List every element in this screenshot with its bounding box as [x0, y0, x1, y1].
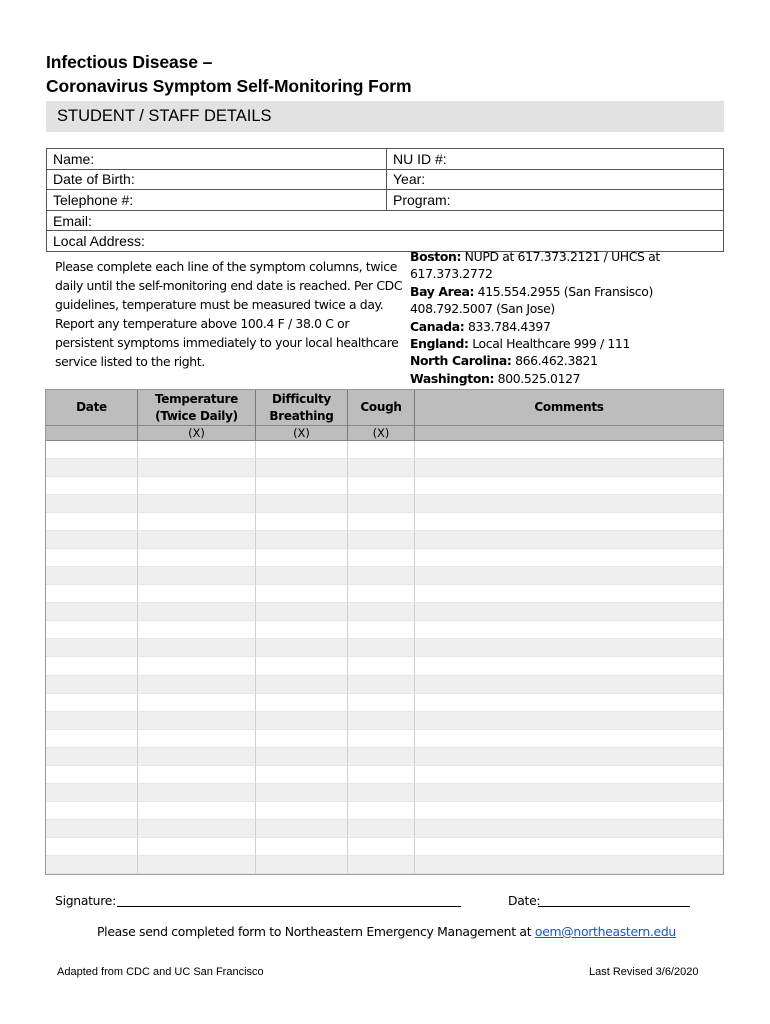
log-cell-breathing[interactable]	[256, 603, 348, 621]
log-cell-breathing[interactable]	[256, 513, 348, 531]
contact-info: 866.462.3821	[511, 353, 598, 369]
subheader-cough-mark: (X)	[348, 426, 415, 441]
log-cell-comments[interactable]	[415, 694, 723, 712]
log-cell-temperature[interactable]	[138, 838, 256, 856]
log-cell-comments[interactable]	[415, 712, 723, 730]
header-cough: Cough	[348, 390, 415, 426]
log-cell-date[interactable]	[46, 657, 138, 675]
log-cell-temperature[interactable]	[138, 856, 256, 874]
email-field[interactable]: Email:	[47, 210, 724, 231]
date-of-birth-field[interactable]: Date of Birth:	[47, 169, 387, 190]
log-cell-breathing[interactable]	[256, 441, 348, 459]
log-cell-cough[interactable]	[348, 477, 415, 495]
log-cell-breathing[interactable]	[256, 748, 348, 766]
contact-region: England:	[410, 336, 469, 352]
log-cell-comments[interactable]	[415, 856, 723, 874]
log-cell-cough[interactable]	[348, 639, 415, 657]
log-cell-breathing[interactable]	[256, 730, 348, 748]
log-cell-date[interactable]	[46, 477, 138, 495]
log-cell-breathing[interactable]	[256, 639, 348, 657]
log-cell-breathing[interactable]	[256, 694, 348, 712]
form-title-line-2: Coronavirus Symptom Self-Monitoring Form	[46, 76, 412, 96]
log-cell-temperature[interactable]	[138, 531, 256, 549]
name-field[interactable]: Name:	[47, 149, 387, 170]
log-cell-temperature[interactable]	[138, 748, 256, 766]
contact-info: NUPD at 617.373.2121 / UHCS at 617.373.2772	[410, 249, 664, 282]
header-comments: Comments	[415, 390, 723, 426]
log-cell-comments[interactable]	[415, 730, 723, 748]
log-cell-comments[interactable]	[415, 748, 723, 766]
log-cell-breathing[interactable]	[256, 802, 348, 820]
contact-info: 800.525.0127	[494, 370, 581, 386]
log-cell-comments[interactable]	[415, 585, 723, 603]
log-cell-comments[interactable]	[415, 802, 723, 820]
log-cell-cough[interactable]	[348, 838, 415, 856]
log-cell-date[interactable]	[46, 441, 138, 459]
nu-id-field[interactable]: NU ID #:	[387, 149, 724, 170]
log-cell-breathing[interactable]	[256, 676, 348, 694]
log-cell-cough[interactable]	[348, 657, 415, 675]
log-cell-temperature[interactable]	[138, 477, 256, 495]
log-cell-temperature[interactable]	[138, 639, 256, 657]
log-cell-date[interactable]	[46, 621, 138, 639]
log-cell-temperature[interactable]	[138, 459, 256, 477]
log-cell-date[interactable]	[46, 513, 138, 531]
log-cell-temperature[interactable]	[138, 657, 256, 675]
contact-region: Bay Area:	[410, 283, 475, 299]
log-cell-temperature[interactable]	[138, 513, 256, 531]
log-cell-breathing[interactable]	[256, 495, 348, 513]
log-cell-cough[interactable]	[348, 784, 415, 802]
log-cell-temperature[interactable]	[138, 549, 256, 567]
local-address-field[interactable]: Local Address:	[47, 231, 724, 252]
header-difficulty-breathing: Difficulty Breathing	[256, 390, 348, 426]
subheader-temperature-mark: (X)	[138, 426, 256, 441]
log-cell-date[interactable]	[46, 495, 138, 513]
log-cell-cough[interactable]	[348, 513, 415, 531]
log-cell-temperature[interactable]	[138, 730, 256, 748]
log-cell-cough[interactable]	[348, 531, 415, 549]
contact-entry	[410, 248, 730, 283]
log-cell-comments[interactable]	[415, 549, 723, 567]
log-cell-cough[interactable]	[348, 766, 415, 784]
log-cell-breathing[interactable]	[256, 549, 348, 567]
contact-region: North Carolina:	[410, 353, 512, 369]
log-cell-temperature[interactable]	[138, 621, 256, 639]
log-cell-cough[interactable]	[348, 856, 415, 874]
log-cell-breathing[interactable]	[256, 838, 348, 856]
header-date: Date	[46, 390, 138, 426]
signature-line[interactable]	[117, 906, 461, 907]
log-cell-cough[interactable]	[348, 441, 415, 459]
log-cell-cough[interactable]	[348, 621, 415, 639]
contact-entry	[410, 352, 730, 369]
contact-entry	[410, 370, 730, 387]
log-cell-temperature[interactable]	[138, 441, 256, 459]
log-cell-date[interactable]	[46, 549, 138, 567]
log-cell-comments[interactable]	[415, 820, 723, 838]
log-cell-date[interactable]	[46, 603, 138, 621]
contact-region: Washington:	[410, 370, 495, 386]
log-cell-temperature[interactable]	[138, 784, 256, 802]
signature-label: Signature:	[55, 893, 116, 908]
log-cell-temperature[interactable]	[138, 585, 256, 603]
send-note-text: Please send completed form to Northeastern Emergency Management at	[97, 924, 535, 939]
log-cell-cough[interactable]	[348, 730, 415, 748]
log-cell-date[interactable]	[46, 748, 138, 766]
log-cell-breathing[interactable]	[256, 585, 348, 603]
log-cell-date[interactable]	[46, 802, 138, 820]
section-header-bar	[46, 101, 724, 132]
footer-revision: Last Revised 3/6/2020	[589, 966, 699, 978]
log-cell-breathing[interactable]	[256, 477, 348, 495]
log-cell-cough[interactable]	[348, 603, 415, 621]
log-cell-breathing[interactable]	[256, 621, 348, 639]
log-cell-cough[interactable]	[348, 585, 415, 603]
log-cell-breathing[interactable]	[256, 856, 348, 874]
log-cell-cough[interactable]	[348, 694, 415, 712]
log-cell-date[interactable]	[46, 856, 138, 874]
log-cell-temperature[interactable]	[138, 694, 256, 712]
log-cell-comments[interactable]	[415, 603, 723, 621]
subheader-breathing-mark: (X)	[256, 426, 348, 441]
log-cell-breathing[interactable]	[256, 567, 348, 585]
footer-source: Adapted from CDC and UC San Francisco	[57, 966, 264, 978]
contact-info: 833.784.4397	[464, 318, 551, 334]
log-cell-comments[interactable]	[415, 657, 723, 675]
log-cell-breathing[interactable]	[256, 531, 348, 549]
log-cell-comments[interactable]	[415, 639, 723, 657]
date-line[interactable]	[538, 906, 690, 907]
subheader-date-blank	[46, 426, 138, 441]
log-cell-cough[interactable]	[348, 459, 415, 477]
header-temperature: Temperature (Twice Daily)	[138, 390, 256, 426]
log-cell-temperature[interactable]	[138, 676, 256, 694]
section-header-label: STUDENT / STAFF DETAILS	[57, 107, 272, 125]
log-cell-cough[interactable]	[348, 712, 415, 730]
log-cell-temperature[interactable]	[138, 495, 256, 513]
log-cell-comments[interactable]	[415, 459, 723, 477]
log-cell-temperature[interactable]	[138, 567, 256, 585]
log-cell-temperature[interactable]	[138, 603, 256, 621]
log-cell-cough[interactable]	[348, 549, 415, 567]
log-cell-date[interactable]	[46, 459, 138, 477]
symptom-log-table	[45, 389, 724, 875]
contact-info: 415.554.2955 (San Fransisco) 408.792.5007 (San Jose)	[410, 283, 657, 317]
log-cell-date[interactable]	[46, 730, 138, 748]
log-cell-cough[interactable]	[348, 567, 415, 585]
log-cell-comments[interactable]	[415, 838, 723, 856]
form-title-line-1: Infectious Disease –	[46, 52, 213, 72]
log-cell-comments[interactable]	[415, 495, 723, 513]
log-cell-breathing[interactable]	[256, 459, 348, 477]
contacts-list	[410, 248, 730, 387]
log-cell-temperature[interactable]	[138, 820, 256, 838]
log-cell-comments[interactable]	[415, 441, 723, 459]
log-cell-date[interactable]	[46, 712, 138, 730]
log-cell-date[interactable]	[46, 585, 138, 603]
contact-region: Boston:	[410, 249, 462, 264]
log-cell-date[interactable]	[46, 567, 138, 585]
log-cell-temperature[interactable]	[138, 802, 256, 820]
email-link[interactable]: oem@northeastern.edu	[534, 924, 676, 939]
log-cell-breathing[interactable]	[256, 766, 348, 784]
date-label: Date:	[508, 893, 541, 908]
log-cell-comments[interactable]	[415, 784, 723, 802]
log-cell-date[interactable]	[46, 531, 138, 549]
log-cell-comments[interactable]	[415, 676, 723, 694]
log-cell-breathing[interactable]	[256, 712, 348, 730]
telephone-field[interactable]: Telephone #:	[47, 190, 387, 211]
log-cell-date[interactable]	[46, 694, 138, 712]
instructions-text: Please complete each line of the symptom columns, twice daily until the self-monitoring end date is reached. Per CDC guidelines, temperature must be measured twice a day. Report any temperature above 100.4 F / 38.0 C or persistent symptoms immediately to your local healthcare service listed to the right.	[55, 259, 403, 369]
log-cell-comments[interactable]	[415, 766, 723, 784]
log-cell-cough[interactable]	[348, 676, 415, 694]
contact-entry	[410, 335, 730, 352]
log-cell-date[interactable]	[46, 820, 138, 838]
contact-entry	[410, 283, 730, 318]
contact-region: Canada:	[410, 318, 465, 334]
send-note	[97, 924, 676, 939]
log-cell-date[interactable]	[46, 639, 138, 657]
contact-info: Local Healthcare 999 / 111	[468, 336, 630, 352]
program-field[interactable]: Program:	[387, 190, 724, 211]
log-cell-date[interactable]	[46, 676, 138, 694]
log-cell-breathing[interactable]	[256, 784, 348, 802]
log-cell-comments[interactable]	[415, 567, 723, 585]
log-cell-temperature[interactable]	[138, 712, 256, 730]
log-cell-temperature[interactable]	[138, 766, 256, 784]
log-cell-cough[interactable]	[348, 748, 415, 766]
year-field[interactable]: Year:	[387, 169, 724, 190]
contact-entry	[410, 318, 730, 335]
log-cell-breathing[interactable]	[256, 820, 348, 838]
log-cell-comments[interactable]	[415, 477, 723, 495]
log-cell-date[interactable]	[46, 838, 138, 856]
log-cell-comments[interactable]	[415, 531, 723, 549]
log-cell-cough[interactable]	[348, 820, 415, 838]
subheader-comments-blank	[415, 426, 723, 441]
log-cell-comments[interactable]	[415, 513, 723, 531]
log-cell-cough[interactable]	[348, 802, 415, 820]
log-cell-breathing[interactable]	[256, 657, 348, 675]
details-table	[46, 148, 724, 252]
log-cell-date[interactable]	[46, 766, 138, 784]
log-cell-comments[interactable]	[415, 621, 723, 639]
log-cell-date[interactable]	[46, 784, 138, 802]
log-cell-cough[interactable]	[348, 495, 415, 513]
